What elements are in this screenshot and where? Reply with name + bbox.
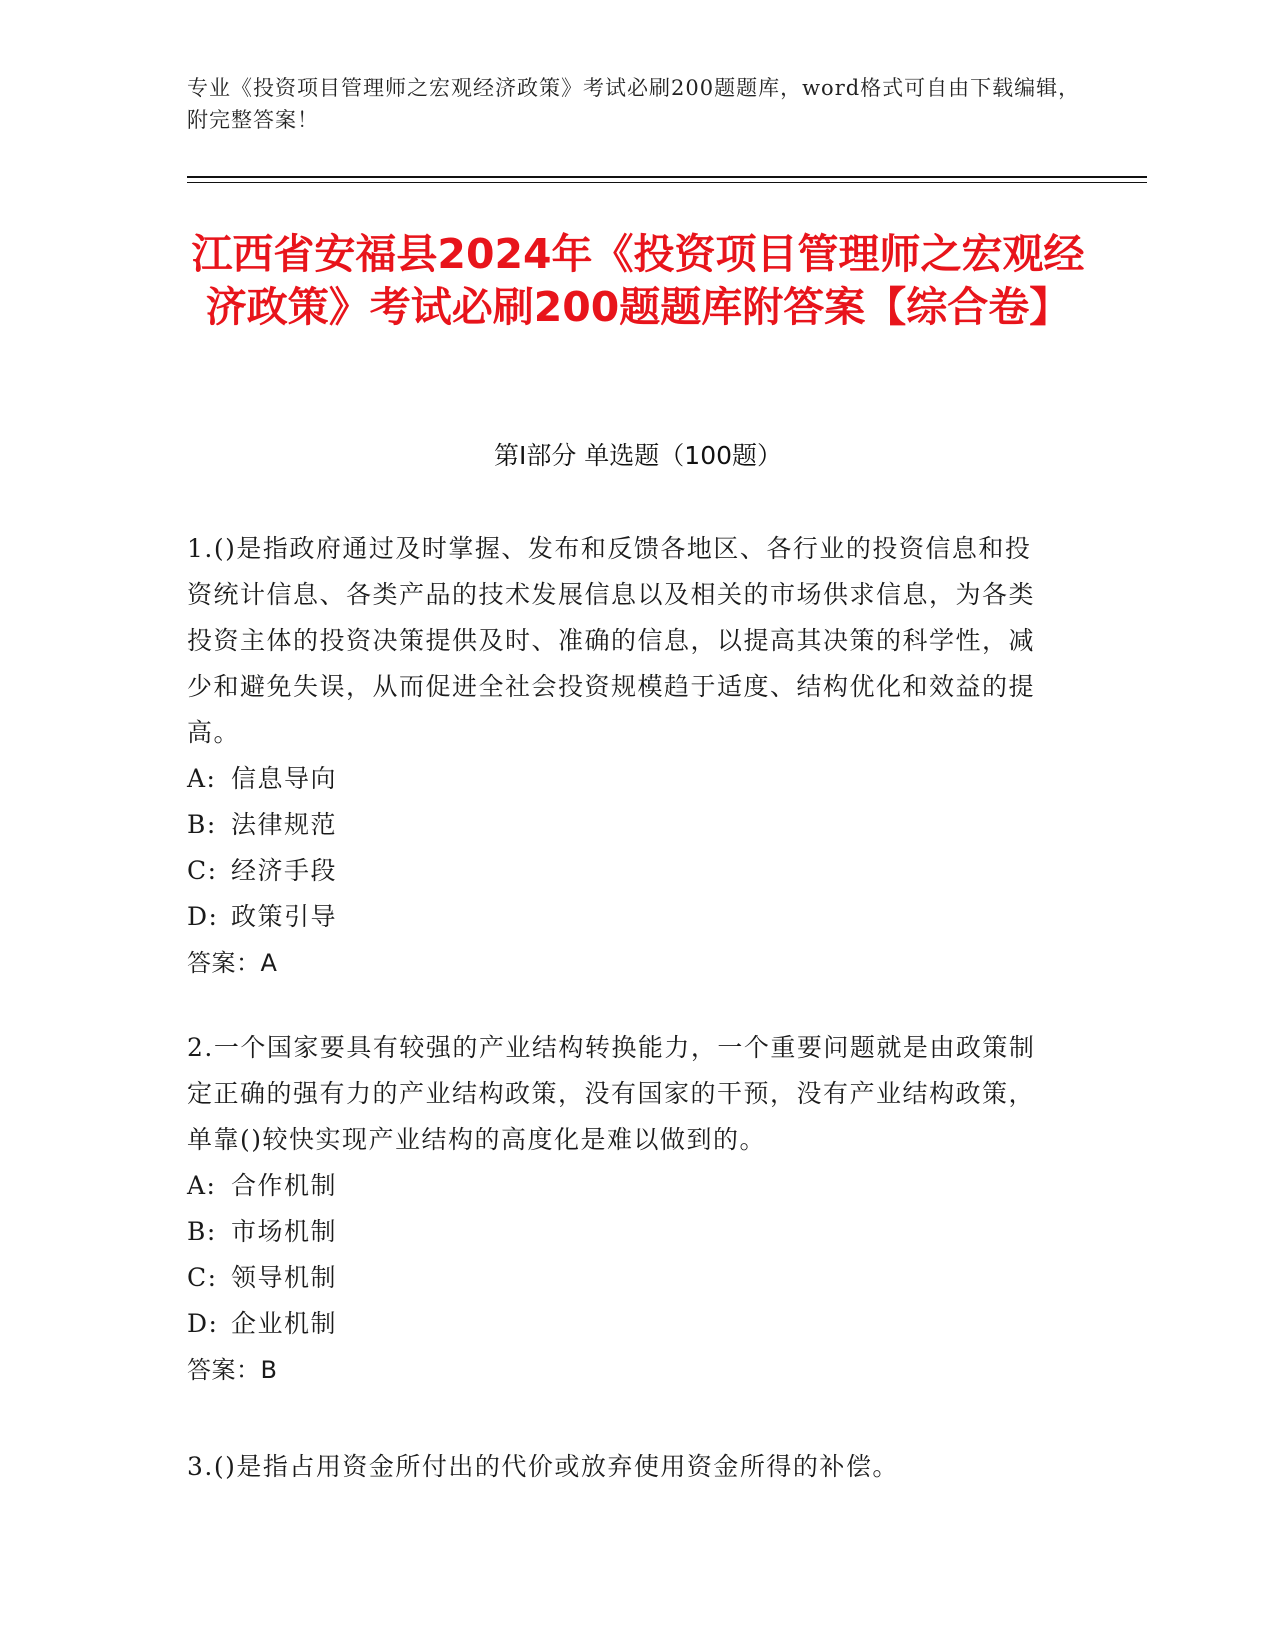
question-1 <box>187 526 1057 986</box>
header-note: 专业《投资项目管理师之宏观经济政策》考试必刷200题题库，word格式可自由下载编辑，附完整答案！ <box>187 76 1081 132</box>
option-text: 领导机制 <box>231 1263 338 1292</box>
option-text: 法律规范 <box>231 810 338 839</box>
section-title: 第Ⅰ部分 单选题（100题） <box>493 441 783 470</box>
option-letter: B: <box>187 810 217 839</box>
option-c <box>187 848 1057 894</box>
option-letter: C: <box>187 856 218 885</box>
option-text: 信息导向 <box>231 764 338 793</box>
answer-line: 答案：A <box>187 949 278 977</box>
header-divider-thick <box>187 176 1147 178</box>
option-a <box>187 1163 1057 1209</box>
option-text: 企业机制 <box>231 1309 338 1338</box>
option-letter: C: <box>187 1263 218 1292</box>
option-letter: A: <box>187 764 217 793</box>
option-a <box>187 756 1057 802</box>
option-letter: D: <box>187 902 219 931</box>
option-d <box>187 1301 1057 1347</box>
header-divider-thin <box>187 182 1147 183</box>
question-stem: 1.()是指政府通过及时掌握、发布和反馈各地区、各行业的投资信息和投资统计信息、各类产品的技术发展信息以及相关的市场供求信息，为各类投资主体的投资决策提供及时、准确的信息，以提高其决策的科学性，减少和避免失误，从而促进全社会投资规模趋于适度、结构优化和效益的提高。 <box>187 534 1036 747</box>
option-letter: D: <box>187 1309 219 1338</box>
question-3 <box>187 1444 1057 1490</box>
question-stem: 3.()是指占用资金所付出的代价或放弃使用资金所得的补偿。 <box>187 1452 899 1481</box>
option-text: 合作机制 <box>231 1171 338 1200</box>
question-2 <box>187 1025 1057 1393</box>
option-text: 政策引导 <box>231 902 338 931</box>
option-b <box>187 802 1057 848</box>
option-letter: A: <box>187 1171 217 1200</box>
option-b <box>187 1209 1057 1255</box>
question-stem: 2.一个国家要具有较强的产业结构转换能力，一个重要问题就是由政策制定正确的强有力的产业结构政策，没有国家的干预，没有产业结构政策，单靠()较快实现产业结构的高度化是难以做到的。 <box>187 1033 1036 1154</box>
option-c <box>187 1255 1057 1301</box>
document-title: 江西省安福县2024年《投资项目管理师之宏观经济政策》考试必刷200题题库附答案【综合卷】 <box>191 230 1085 331</box>
answer-line: 答案：B <box>187 1356 278 1384</box>
option-d <box>187 894 1057 940</box>
option-text: 市场机制 <box>231 1217 338 1246</box>
option-text: 经济手段 <box>231 856 338 885</box>
option-letter: B: <box>187 1217 217 1246</box>
